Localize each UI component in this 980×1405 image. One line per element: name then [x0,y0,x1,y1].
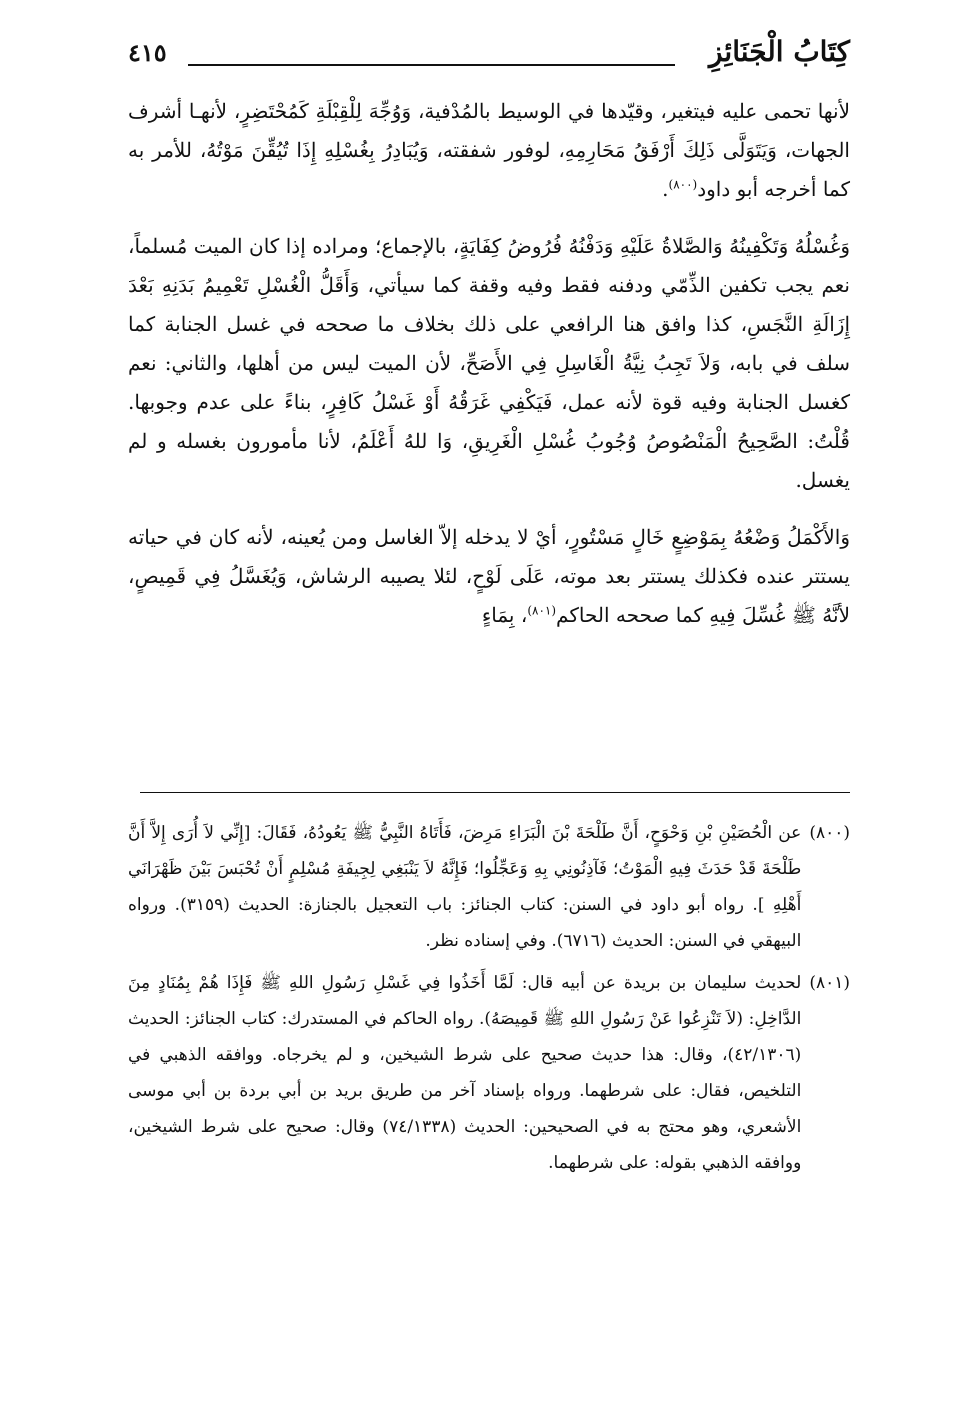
footnote-text: عن الْحُصَيْنِ بْنِ وَحْوَحٍ، أَنَّ طَلْحَةَ بْنَ الْبَرَاءِ مَرِضَ، فَأَتَاهُ النَّبِيُّ ﷺ يَعُودُهُ، فَقَالَ: [إِنِّي لاَ أُرَى إِلاَّ أَنَّ طَلْحَةَ قَدْ حَدَثَ فِيهِ الْمَوْتُ؛ فَآذِنُونِي بِهِ وَعَجِّلُوا؛ فَإِنَّهُ لاَ يَنْبَغِي لِجِيفَةِ مُسْلِمٍ أَنْ تُحْبَسَ بَيْنَ ظَهْرَانَي أَهْلِهِ ]. رواه أبو داود في السنن: كتاب الجنائز: باب التعجيل بالجنازة: الحديث (٣١٥٩). ورواه البيهقي في السنن: الحديث (٦٧١٦). وفي إسناده نظر. [128,823,802,951]
paragraph-3-end: ، بِمَاءٍ [481,603,528,627]
footnote-separator [140,792,850,793]
paragraph-2: وَغُسْلُهُ وَتَكْفِينُهُ وَالصَّلاةُ عَلَيْهِ وَدَفْنُهُ فُرُوضُ كِفَايَةٍ، بالإجماع؛ ومراده إذا كان الميت مُسلماً، نعم يجب تكفين الذِّمّي ودفنه فقط وفيه وقفة كما سيأتي، وَأَقَلُّ الْغُسْلِ تَعْمِيمُ بَدَنِهِ بَعْدَ إِزَالَةِ النَّجَسِ، كذا وافق هنا الرافعي على ذلك بخلاف ما صححه في غسل الجنابة كما سلف في بابه، وَلاَ تَجِبُ نِيَّةُ الْغَاسِلِ فِي الأَصَحِّ، لأن الميت ليس من أهلها، والثاني: نعم كغسل الجنابة وفيه قوة لأنه عمل، فَيَكْفِي غَرَقُهُ أَوْ غَسْلُ كَافِرٍ، بناءً على عدم وجوبها. قُلْتُ: الصَّحِيحُ الْمَنْصُوصُ وُجُوبُ غُسْلِ الْغَرِيقِ، وَا للهُ أَعْلَمُ، لأنا مأمورون بغسله و لم يغسل. [128,234,850,492]
footnote-number: (٨٠١) [809,973,850,993]
footnote-text: لحديث سليمان بن بريدة عن أبيه قال: لَمَّا أَخَذُوا فِي غَسْلِ رَسُولِ اللهِ ﷺ فَإِذَا هُمْ بِمُنَادٍ مِنَ الدَّاخِلِ: (لاَ تَنْزِعُوا عَنْ رَسُولِ اللهِ ﷺ قَمِيصَهُ). رواه الحاكم في المستدرك: كتاب الجنائز: الحديث (٤٢/١٣٠٦)، وقال: هذا حديث صحيح على شرط الشيخين، و لم يخرجاه. ووافقه الذهبي في التلخيص، فقال: على شرطهما. ورواه بإسناد آخر من طريق بريد بن أبي بردة بن أبي موسى الأشعري، وهو محتج به في الصحيحين: الحديث (٧٤/١٣٣٨) وقال: صحيح على شرط الشيخين، ووافقه الذهبي بقوله: على شرطهما. [128,973,802,1173]
footnote-ref-800: (٨٠٠) [668,177,698,192]
footnote-801 [128,965,850,1181]
footnotes [128,815,850,1187]
running-title: كِتَابُ الْجَنَائِزِ [708,35,850,68]
header-rule [188,64,675,66]
footnote-number: (٨٠٠) [809,823,850,843]
footnote-ref-801: (٨٠١) [527,603,557,618]
footnote-800 [128,815,850,959]
page-header [128,30,850,74]
paragraph-1: لأنها تحمى عليه فيتغير، وقيّدها في الوسيط بالمُدْفية، وَوُجِّهَ لِلْقِبْلَةِ كَمُحْتَضِرٍ، لأنهـا أشرف الجهات، وَيَتَوَلَّى ذَلِكَ أَرْفَقُ مَحَارِمِهِ، لوفور شفقته، وَيُبَادِرُ بِغُسْلِهِ إِذَا تُيُقِّنَ مَوْتُهُ، للأمر به كما أخرجه أبو داود$^{(٨٠٠)}$. [128,99,850,201]
main-text [128,92,850,653]
paragraph-3-text: وَالأَكْمَلُ وَضْعُهُ بِمَوْضِعٍ خَالٍ مَسْتُورٍ، أيْ لا يدخله إلاّ الغاسل ومن يُعينه، لأنه كان في حياته يستتر عنده فكذلك يستتر بعد موته، عَلَى لَوْحٍ، لئلا يصيبه الرشاش، وَيُغَسَّلُ فِي قَمِيصٍ، لأنَّهُ ﷺ غُسِّلَ فِيهِ كما صححه الحاكم [128,525,850,627]
page-number: ٤١٥ [128,38,167,67]
paragraph-1-text: لأنها تحمى عليه فيتغير، وقيّدها في الوسيط بالمُدْفية، وَوُجِّهَ لِلْقِبْلَةِ كَمُحْتَضِرٍ، لأنهـا أشرف الجهات، وَيَتَوَلَّى ذَلِكَ أَرْفَقُ مَحَارِمِهِ، لوفور شفقته، وَيُبَادِرُ بِغُسْلِهِ إِذَا تُيُقِّنَ مَوْتُهُ، للأمر به كما أخرجه أبو داود [128,99,850,201]
paragraph-3 [128,518,850,635]
